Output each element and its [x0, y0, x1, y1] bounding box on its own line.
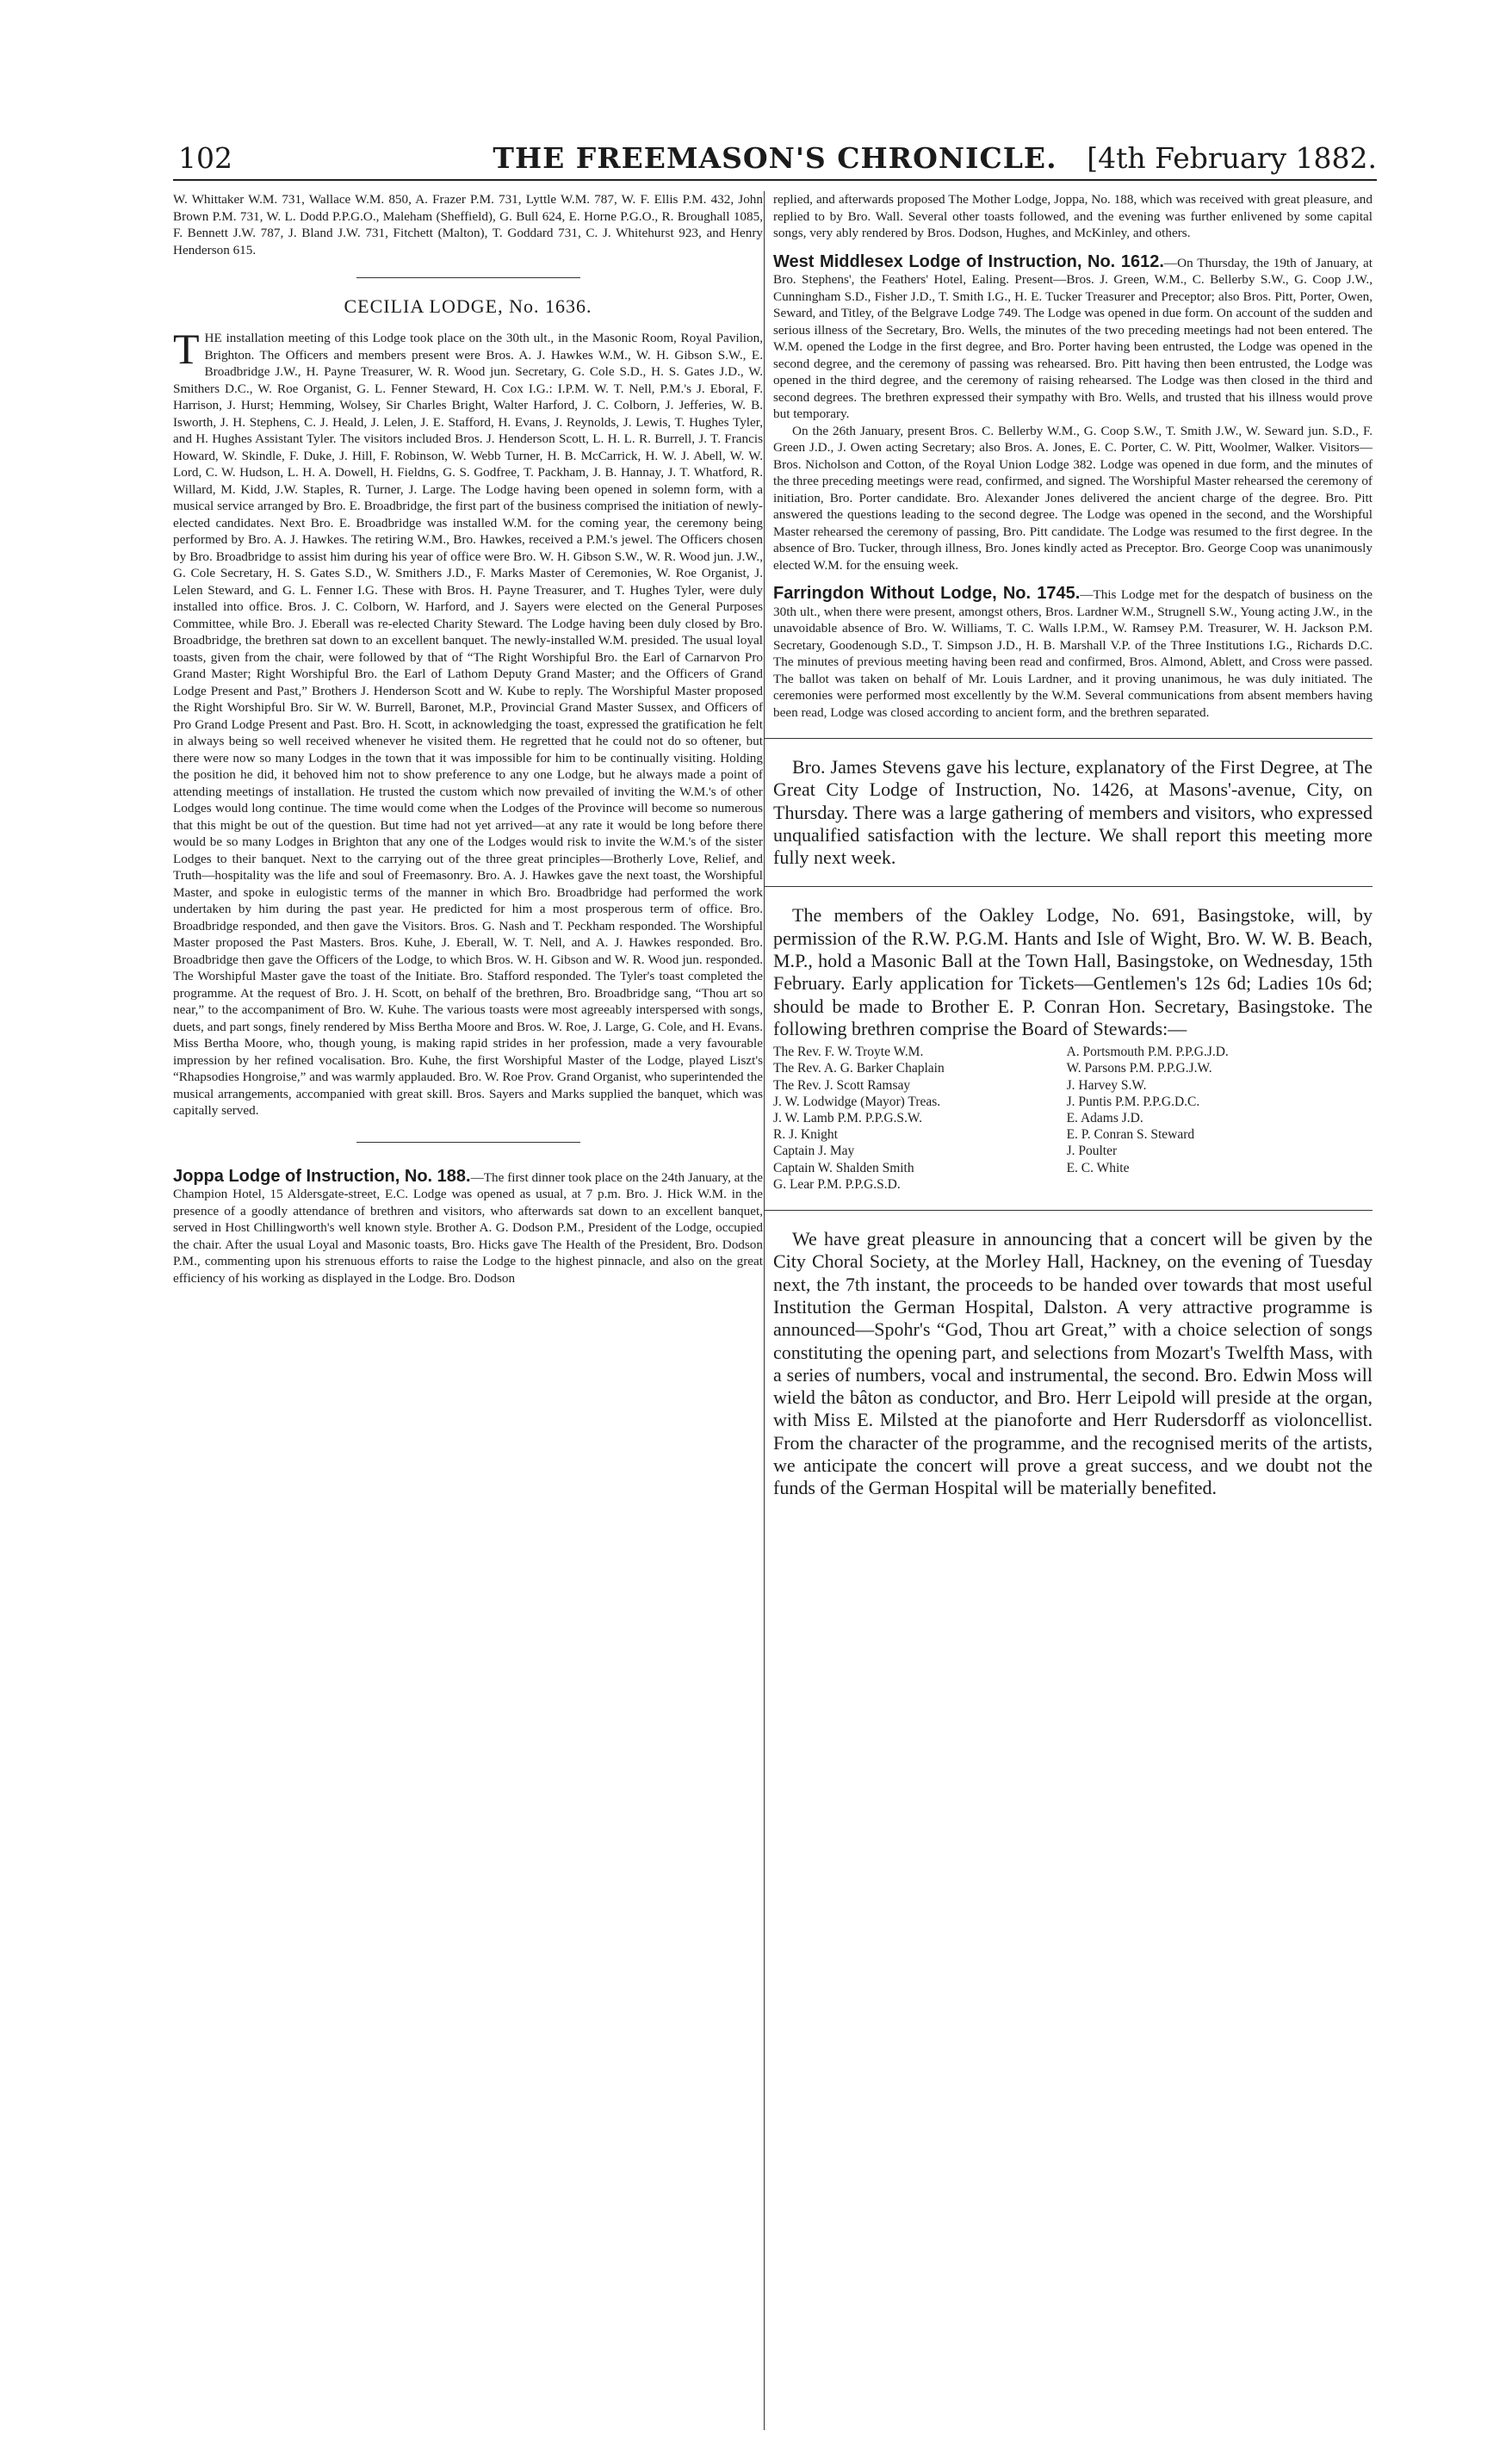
left-column [173, 191, 763, 1287]
issue-date: [4th February 1882. [1087, 141, 1377, 175]
cecilia-title: CECILIA LODGE, No. 1636. [344, 295, 592, 317]
cecilia-article [173, 325, 763, 1119]
stewards-list [773, 1044, 1373, 1193]
masthead [173, 141, 1377, 184]
section-divider [356, 277, 580, 278]
right-column [765, 191, 1373, 1500]
joppa-continued: replied, and afterwards proposed The Mother Lodge, Joppa, No. 188, which was received with great pleasure, and replied to by Bro. Wall. Several other toasts followed, and the evening was further enlivened by some capital songs, very ably rendered by Bros. Dodson, Hughes, and McKinley, and others. [773, 192, 1373, 240]
steward-name: The Rev. F. W. Troyte W.M. [773, 1045, 924, 1060]
steward-name: J. W. Lodwidge (Mayor) Treas. [773, 1094, 941, 1109]
section-divider [765, 886, 1373, 887]
farringdon-body: —This Lodge met for the despatch of business on the 30th ult., when there were present, amongst others, Bros. Lardner W.M., Strugnell S.W., Young acting J.W., in the unavoidable absence of Bro. W. Williams, T. C. Walls I.P.M., W. Ramsey P.M. Treasurer, W. H. Jackson P.M. Secretary, Goodenough S.D., T. Simpson J.D., H. B. Marshall V.P. of the Three Institutions I.G., Richards D.C. The minutes of previous meeting having been read and confirmed, Bros. Almond, Ablett, and Cross were passed. The ballot was taken on behalf of Mr. Louis Lardner, and it proving unanimous, he was duly initiated. The ceremonies were performed most excellently by the W.M. Several communications from absent members having been read, Lodge was closed according to ancient form, and the brethren separated. [773, 587, 1373, 720]
steward-name: The Rev. J. Scott Ramsay [773, 1077, 911, 1093]
steward-name: J. W. Lamb P.M. P.P.G.S.W. [773, 1111, 922, 1126]
publication-title: THE FREEMASON'S CHRONICLE. [493, 141, 1057, 175]
section-divider [765, 1210, 1373, 1211]
steward-name: E. C. White [1066, 1160, 1130, 1175]
header-rule [173, 179, 1377, 181]
section-divider [356, 1142, 580, 1143]
west-middlesex-heading: West Middlesex Lodge of Instruction, No. 1612. [773, 251, 1164, 271]
concert-paragraph: We have great pleasure in announcing that a concert will be given by the City Choral Society, at the Morley Hall, Hackney, on the evening of Tuesday next, the 7th instant, the proceeds to be handed over towards that most useful Institution the German Hospital, Dalston. A very attractive programme is announced—Spohr's “God, Thou art Great,” with a choice selection of songs constituting the opening part, and selections from Mozart's Twelfth Mass, with a series of numbers, vocal and instrumental, the second. Bro. Edwin Moss will wield the bâton as conductor, and Bro. Herr Leipold will preside at the organ, with Miss E. Milsted at the pianoforte and Herr Rudersdorff as violoncellist. From the character of the programme, and the recognised merits of the artists, we anticipate the concert will prove a great success, and we doubt not the funds of the German Hospital will be materially benefited. [773, 1228, 1373, 1499]
steward-name: R. J. Knight [773, 1127, 838, 1143]
drop-cap: T [173, 325, 200, 373]
stewards-column-1 [773, 1044, 1067, 1193]
section-divider [765, 738, 1373, 739]
steward-name: J. Poulter [1066, 1144, 1118, 1159]
steward-name: E. P. Conran S. Steward [1066, 1127, 1195, 1143]
steward-name: J. Puntis P.M. P.P.G.D.C. [1066, 1094, 1200, 1109]
stewards-column-2 [1067, 1044, 1373, 1193]
steward-name: W. Parsons P.M. P.P.G.J.W. [1066, 1061, 1212, 1076]
joppa-body: —The first dinner took place on the 24th January, at the Champion Hotel, 15 Aldersgate-street, E.C. Lodge was opened as usual, at 7 p.m. Bro. J. Hick W.M. in the presence of a goodly attendance of brethren and visitors, who afterwards sat down to an excellent banquet, served in Host Chillingworth's well known style. Brother A. G. Dodson P.M., President of the Lodge, occupied the chair. After the usual Loyal and Masonic toasts, Bro. Hicks gave The Health of the President, Bro. Dodson P.M., commenting upon his strenuous efforts to raise the Lodge to the highest pinnacle, and also on the great efficiency of his working as displayed in the Lodge. Bro. Dodson [173, 1169, 763, 1286]
steward-name: The Rev. A. G. Barker Chaplain [773, 1061, 945, 1076]
steward-name: J. Harvey S.W. [1066, 1077, 1147, 1093]
stevens-paragraph: Bro. James Stevens gave his lecture, explanatory of the First Degree, at The Great City Lodge of Instruction, No. 1426, at Masons'-avenue, City, on Thursday. There was a large gathering of members and visitors, who expressed unqualified satisfaction with the lecture. We shall report this meeting more fully next week. [773, 756, 1373, 869]
west-middlesex-body: —On Thursday, the 19th of January, at Bro. Stephens', the Feathers' Hotel, Ealing. Present—Bros. J. Green, W.M., C. Bellerby S.W., G. Coop J.W., Cunningham S.D., Fisher J.D., T. Smith I.G., H. E. Tucker Treasurer and Preceptor; also Bros. Pitt, Porter, Owen, Seward, and Titley, of the Belgrave Lodge 749. The Lodge was opened in due form. On account of the sudden and serious illness of the Secretary, Bro. Wells, the minutes of the two preceding meetings had not been entered. The W.M. opened the Lodge in the first degree, and Bro. Porter having been entrusted, the Lodge was opened in the second degree, and the ceremony of passing was rehearsed. Bro. Pitt having then been entrusted, the Lodge was opened in the third degree, and the ceremony of raising rehearsed. The Lodge was then closed in the third and second degrees. The brethren expressed their sympathy with Bro. Wells, and trusted that his illness would prove but temporary. [773, 255, 1373, 421]
steward-name: Captain J. May [773, 1144, 855, 1159]
west-middlesex-article [773, 251, 1373, 423]
farringdon-article [773, 586, 1373, 721]
steward-name: E. Adams J.D. [1066, 1111, 1143, 1126]
steward-name: Captain W. Shalden Smith [773, 1160, 914, 1175]
oakley-paragraph: The members of the Oakley Lodge, No. 691, Basingstoke, will, by permission of the R.W. P.G.M. Hants and Isle of Wight, Bro. W. W. B. Beach, M.P., hold a Masonic Ball at the Town Hall, Basingstoke, on Wednesday, 15th February. Early application for Tickets—Gentlemen's 12s 6d; Ladies 10s 6d; should be made to Brother E. P. Conran Hon. Secretary, Basingstoke. The following brethren comprise the Board of Stewards:— [773, 904, 1373, 1039]
west-middlesex-body-2: On the 26th January, present Bros. C. Bellerby W.M., G. Coop S.W., T. Smith J.W., W. Seward jun. S.D., F. Green J.D., J. Owen acting Secretary; also Bros. A. Jones, E. C. Porter, C. W. Pitt, Woolmer, Walker. Visitors—Bros. Nicholson and Cotton, of the Royal Union Lodge 382. Lodge was opened in due form, and the minutes of the three preceding meetings were read, confirmed, and signed. The Worshipful Master rehearsed the ceremony of initiation, Bro. Porter candidate. Bro. Alexander Jones delivered the ancient charge of the degree. Bro. Pitt answered the questions leading to the second degree. The Lodge was opened in the second, and the Worshipful Master rehearsed the ceremony of passing, Bro. Pitt candidate. The Lodge was resumed to the first degree. In the absence of Bro. Tucker, through illness, Bro. Jones kindly acted as Preceptor. Bro. George Coop was unanimously elected W.M. for the ensuing week. [773, 423, 1373, 573]
cecilia-body: HE installation meeting of this Lodge took place on the 30th ult., in the Masonic Room, Royal Pavilion, Brighton. The Officers and members present were Bros. A. J. Hawkes W.M., W. H. Gibson S.W., E. Broadbridge J.W., H. Payne Treasurer, W. R. Wood jun. Secretary, G. Cole S.D., H. S. Gates J.D., W. Smithers D.C., W. Roe Organist, G. L. Fenner Steward, H. Cox I.G.: I.P.M. W. T. Nell, P.M.'s J. Eboral, F. Harrison, J. Hurst; Hemming, Wolsey, Sir Charles Bright, Walter Harford, J. C. Colborn, J. Jefferies, W. B. Isworth, J. H. Stephens, C. J. Heald, J. Lelen, J. E. Stafford, H. Evans, J. Reynolds, J. Lewis, T. Hughes Tyler, and H. Hughes Assistant Tyler. The visitors included Bros. J. Henderson Scott, L. H. L. R. Burrell, J. T. Francis Howard, W. Skindle, F. Duke, J. Hill, F. Robinson, W. Webb Turner, H. B. McCarrick, H. W. J. Abell, W. W. Lord, C. W. Hudson, L. H. A. Dowell, H. Fieldns, G. S. Godfree, T. Packham, J. B. Hannay, J. T. Whatford, R. Willard, M. Kidd, J.W. Staples, R. Turner, J. Large. The Lodge having been opened in solemn form, with a musical service arranged by Bro. E. Broadbridge, the first part of the business comprised the initiation of newly-elected candidates. Next Bro. E. Broadbridge was installed W.M. for the coming year, the ceremony being performed by Bro. A. J. Hawkes. The retiring W.M., Bro. Hawkes, received a P.M.'s jewel. The Officers chosen by Bro. Broadbridge to assist him during his year of office were Bro. W. H. Gibson S.W., W. R. Wood jun. J.W., G. Cole Secretary, H. S. Gates S.D., W. Smithers J.D., F. Marks Master of Ceremonies, W. Roe Organist, J. Lelen Steward, and G. L. Fenner I.G. These with Bros. H. Payne Treasurer, and T. Hughes Tyler, were duly installed into office. Bros. J. C. Colborn, W. Harford, and J. Sayers were elected on the General Purposes Committee, while Bro. J. Eberall was re-elected Charity Steward. The Lodge having been duly closed by Bro. Broadbridge, the brethren sat down to an excellent banquet. The newly-installed W.M. presided. The usual loyal toasts, given from the chair, were followed by that of “The Right Worshipful Bro. the Earl of Carnarvon Pro Grand Master; Right Worshipful Bro. the Earl of Lathom Deputy Grand Master; and the Officers of Grand Lodge Present and Past,” Brothers J. Henderson Scott and W. Kube to reply. The Worshipful Master proposed the Right Worshipful Bro. Sir W. W. Burrell, Baronet, M.P., Provincial Grand Master Sussex, and Officers of Pro Grand Lodge Present and Past. Bro. H. Scott, in acknowledging the toast, expressed the gratification he felt in always being so well received whenever he visited them. He regretted that he could not do so oftener, but there were now so many Lodges in the town that it was impossible for him to be continually visiting. Holding the position he did, it behoved him not to show preference to any one Lodge, but he always made a point of attending meetings of installation. He trusted the custom which now prevailed of inviting the W.M.'s of other Lodges would long continue. The time would come when the Lodges of the Province will become so numerous that this might be out of the question. But time had not yet arrived—at any rate it would be long before there would be so many Lodges in Brighton that any one of the Lodges would risk to invite the W.M.'s of the sister Lodges to their banquet. Next to the carrying out of the three great principles—Brotherly Love, Relief, and Truth—hospitality was the life and soul of Freemasonry. Bro. A. J. Hawkes gave the next toast, the Worshipful Master, and spoke in eulogistic terms of the manner in which Bro. Broadbridge had performed the work undertaken by him during the past year. He predicted for him a most prosperous term of office. Bro. Broadbridge responded, and then gave the Visitors. Bros. G. Nash and T. Peckham responded. The Worshipful Master proposed the Past Masters. Bros. Kuhe, J. Eberall, W. T. Nell, and A. J. Hawkes responded. Bro. Broadbridge then gave the Officers of the Lodge, to which Bros. W. H. Gibson and W. R. Wood jun. responded. The Worshipful Master gave the toast of the Initiate. Bro. Stafford responded. The Tyler's toast completed the programme. At the request of Bro. J. H. Scott, on behalf of the brethren, Bro. Broadbridge sang, “Thou art so near,” to the accompaniment of Bro. W. Kuhe. The various toasts were most agreeably interspersed with songs, duets, and part songs, finely rendered by Miss Bertha Moore and Bros. W. Roe, J. Large, G. Cole, and H. Evans. Miss Bertha Moore, who, though young, is making rapid strides in her profession, made a very favourable impression by her refined vocalisation. Bro. Kuhe, the first Worshipful Master of the Lodge, played Liszt's “Rhapsodies Hongroise,” and was warmly applauded. Bro. W. Roe Prov. Grand Organist, who superintended the musical arrangements, accompanied with great skill. Bros. Sayers and Marks supplied the banquet, which was capitally served. [173, 331, 763, 1118]
opening-paragraph: W. Whittaker W.M. 731, Wallace W.M. 850, A. Frazer P.M. 731, Lyttle W.M. 787, W. F. Ellis P.M. 432, John Brown P.M. 731, W. L. Dodd P.P.G.O., Maleham (Sheffield), G. Bull 624, E. Horne P.G.O., R. Broughall 1085, F. Bennett J.W. 787, J. Bland J.W. 731, Fitchett (Malton), T. Goddard 731, C. J. Whitehurst 923, and Henry Henderson 615. [173, 192, 763, 257]
steward-name: G. Lear P.M. P.P.G.S.D. [773, 1176, 901, 1192]
farringdon-heading: Farringdon Without Lodge, No. 1745. [773, 584, 1081, 603]
joppa-heading: Joppa Lodge of Instruction, No. 188. [173, 1166, 471, 1186]
steward-name: A. Portsmouth P.M. P.P.G.J.D. [1066, 1045, 1229, 1060]
joppa-article [173, 1166, 763, 1287]
page-number: 102 [178, 141, 232, 175]
